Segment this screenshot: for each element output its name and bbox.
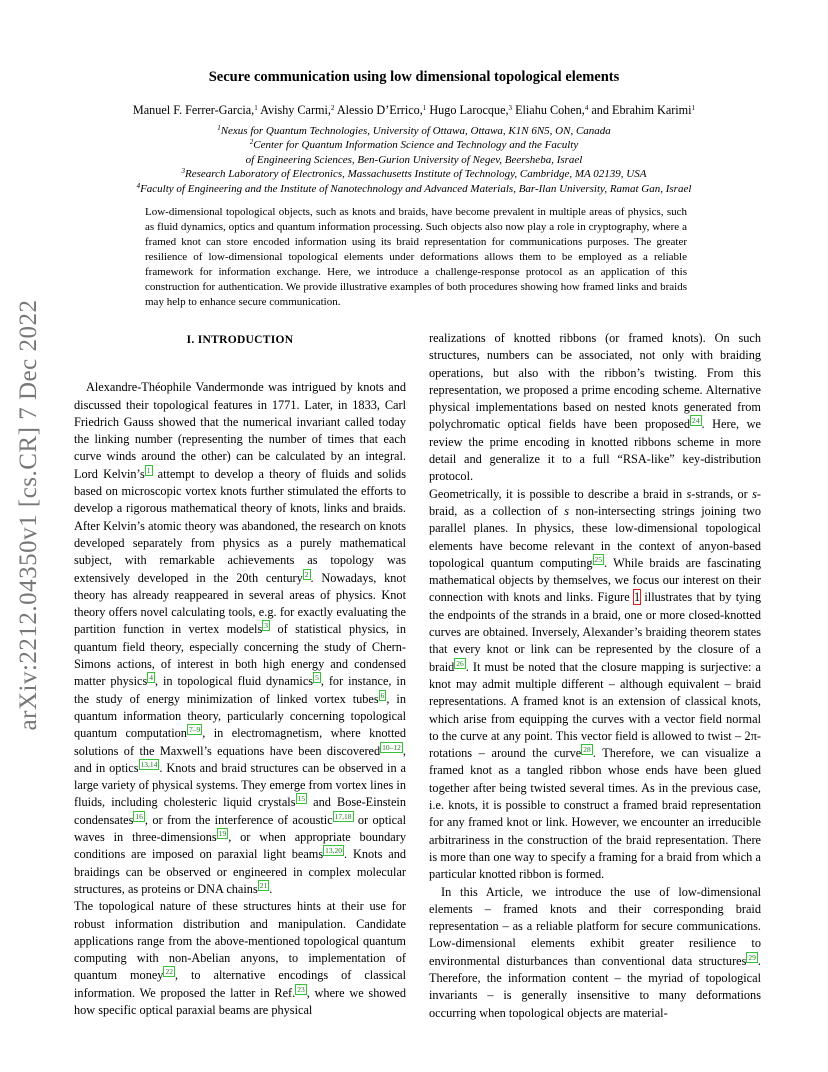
text-run: , to alternative encodings of classical information. We proposed the latter in Ref. [74, 968, 406, 1000]
affiliation-marker: 1 [217, 124, 221, 132]
math-variable: s [564, 503, 570, 518]
affiliation-marker: 2 [249, 138, 254, 147]
text-run: -braid, as a collection of [429, 486, 761, 518]
author-affiliation-marker: 3 [508, 104, 513, 112]
affiliation-marker: 3 [181, 167, 186, 176]
text-run: , or from the interference of acoustic [144, 812, 333, 827]
citation-link[interactable]: 28 [583, 745, 591, 755]
text-run: illustrates that by tying the endpoints of the strands in a braid, one or more closed-knotted curves are obtained. Inversely, Alexander’s braiding theorem states that every knot or link can be represented by the closure of a braid [429, 590, 761, 674]
author-affiliation-marker: 1 [254, 104, 258, 112]
author-affiliation-marker: 1 [691, 104, 696, 112]
author-affiliation-marker: 2 [330, 104, 335, 112]
left-column [74, 330, 406, 1019]
citation-link[interactable]: 6 [380, 690, 385, 700]
affiliation [80, 153, 748, 167]
arxiv-identifier-text: arXiv:2212.04350v1 [cs.CR] 7 Dec 2022 [15, 299, 42, 731]
citation-link[interactable]: 4 [149, 673, 153, 683]
text-run: . Knots and braidings can be observed or engineered in complex molecular structures, as proteins or DNA chains [74, 847, 407, 896]
citation-link[interactable]: 29 [748, 952, 756, 962]
affiliation-text: Center for Quantum Information Science and Technology and the Faculty [253, 139, 579, 152]
paragraph [74, 379, 406, 898]
text-run: , in electromagnetism, where knotted solutions of the Maxwell’s equations have been discovered [74, 726, 406, 758]
paper-title: Secure communication using low dimensional topological elements [208, 69, 620, 85]
author-affiliation-marker: 4 [584, 104, 589, 112]
paragraph [74, 898, 406, 1019]
citation-link[interactable]: 5 [315, 673, 319, 683]
text-run: , in topological fluid dynamics [155, 674, 314, 689]
text-run: In this Article, we introduce the use of low-dimensional elements – framed knots and their corresponding braid representation – as a reliable platform for secure communications. Low-dimensional elements exhibit greater resilience to environmental disturbances than conventional data structures [429, 884, 761, 968]
paragraph [429, 486, 761, 884]
citation-link[interactable]: 10–12 [382, 742, 401, 752]
author-affiliation-marker: 1 [422, 104, 427, 112]
author-list [60, 103, 768, 118]
affiliation-marker: 4 [136, 181, 141, 190]
text-run: attempt to develop a theory of fluids and solids based on microscopic vortex knots further stimulated the efforts to develop a rigorous mathematical theory of knots, links and braids. After Kelvin’s atomic theory was abandoned, the research on knots developed separately from physics as a purely mathematical subject, with remarkable achievements as topology was extensively developed in the 20th century [74, 466, 406, 585]
text-run: . While braids are fascinating mathematical objects by themselves, we focus our interest on their connection with knots and links. Figure [429, 555, 761, 605]
citation-link[interactable]: 13,20 [325, 846, 343, 856]
citation-link[interactable]: 13,14 [140, 759, 158, 769]
affiliation-text: of Engineering Sciences, Ben-Gurion University of Negev, Beersheba, Israel [245, 153, 583, 166]
paragraph [429, 884, 761, 1022]
affiliation-text: Faculty of Engineering and the Institute of Nanotechnology and Advanced Materials, Bar-Ilan University, Ramat Gan, Israel [140, 182, 692, 195]
text-run: or optical waves in three-dimensions [74, 812, 406, 845]
citation-link[interactable]: 2 [304, 569, 309, 579]
paragraph [429, 330, 761, 486]
citation-link[interactable]: 16 [135, 811, 143, 821]
text-run: The topological nature of these structures hints at their use for robust information distribution and manipulation. Candidate applications range from the above-mentioned topological quantum computing with non-Abelian anyons, to implementation of quantum money [74, 899, 406, 983]
affiliation-text: Nexus for Quantum Technologies, University of Ottawa, Ottawa, K1N 6N5, ON, Canada [220, 125, 611, 137]
affiliation-list [80, 124, 748, 196]
author-name: Hugo Larocque, [426, 103, 509, 117]
text-run: realizations of knotted ribbons (or framed knots). On such structures, numbers can be associated, not only with braiding operations, but also with the ribbon’s twisting. From this representation, we proposed a prime encoding scheme. Alternative physical implementations based on nested knots generated from polychromatic optical fields have been proposed [429, 331, 761, 432]
author-name: Eliahu Cohen, [512, 103, 585, 117]
affiliation [80, 167, 748, 181]
arxiv-identifier [14, 290, 44, 740]
citation-link[interactable]: 7–9 [188, 725, 201, 735]
author-name: Alessio D’Errico, [334, 103, 423, 117]
text-run: Alexandre-Théophile Vandermonde was intrigued by knots and discussed their topological features in 1771. Later, in 1833, Carl Friedrich Gauss showed that the numerical invariant called today the linking number (representing the number of times that each curve winds around the other) can be calculated by an integral. Lord Kelvin’s [74, 380, 406, 481]
affiliation [80, 124, 748, 138]
text-run: Geometrically, it is possible to describe a braid in [429, 486, 687, 501]
text-run: of statistical physics, in quantum field theory, especially concerning the study of Chern-Simons actions, of interest in both high energy and condensed matter physics [74, 622, 406, 689]
affiliation [80, 138, 748, 152]
text-run: , in quantum information theory, particularly concerning topological quantum computation [74, 691, 406, 741]
citation-link[interactable]: 25 [594, 554, 602, 564]
citation-link[interactable]: 22 [165, 967, 173, 977]
text-run: . [269, 881, 273, 896]
citation-link[interactable]: 24 [692, 416, 700, 426]
text-run: . Knots and braid structures can be observed in a large variety of physical systems. They emerge from vortex lines in fluids, including cholesteric liquid crystals [74, 760, 406, 810]
citation-link[interactable]: 26 [456, 658, 464, 668]
author-name: and Ebrahim Karimi [588, 103, 692, 117]
text-run: and Bose-Einstein condensates [74, 795, 406, 827]
citation-link[interactable]: 19 [218, 829, 227, 839]
math-variable: s [686, 486, 692, 501]
text-run: non-intersecting strings joining two parallel planes. In physics, these low-dimensional topological elements have become relevant in the context of anyon-based topological quantum computing [429, 503, 761, 570]
text-run: . Here, we review the prime encoding in knotted ribbons scheme in more detail and generalize it to a full “RSA-like” key-distribution protocol. [429, 417, 761, 484]
text-run: -strands, or [691, 486, 753, 501]
section-heading: I. INTRODUCTION [186, 334, 294, 346]
text-run: , where we showed how specific optical paraxial beams are physical [74, 985, 406, 1017]
text-run: , and in optics [74, 743, 406, 775]
text-run: , or when appropriate boundary conditions are imposed on paraxial light beams [74, 830, 407, 862]
text-run: . It must be noted that the closure mapping is surjective: a knot may admit multiple different – although equivalent – braid representations. A framed knot is an extension of classical knots, which arise from equipping the curves with a vector field normal to the curve at any point. This vector field is allowed to twist – 2π-rotations – around the curve [429, 659, 761, 761]
abstract: Low-dimensional topological objects, such as knots and braids, have become prevalent in multiple areas of physics, such as fluid dynamics, optics and quantum information processing. Such objects also now play a role in cryptography, where a framed knot can store encoded information using its braid representation for communications purposes. The greater resilience of low-dimensional topological elements under deformations allows them to be employed as a reliable framework for information exchange. Here, we introduce a challenge-response protocol as an application of this construction for authentication. We provide illustrative examples of both procedures showing how framed links and braids may help to enhance secure communication. [145, 206, 687, 308]
author-name: Avishy Carmi, [257, 103, 331, 117]
citation-link[interactable]: 15 [297, 794, 306, 804]
right-column [429, 330, 761, 1022]
text-run: , for instance, in the study of energy minimization of linked vortex tubes [74, 674, 406, 706]
figure-link[interactable]: 1 [633, 590, 641, 605]
author-name: Manuel F. Ferrer-Garcia, [132, 103, 255, 117]
citation-link[interactable]: 23 [297, 984, 305, 994]
text-run: . Therefore, the information content – the myriad of topological invariants – is generally insensitive to many deformations occurring when topological objects are material- [429, 953, 761, 1020]
text-run: . Therefore, we can visualize a framed knot as a tangled ribbon whose ends have been glued together after being twisted several times. As in the previous case, i.e. knots, it is possible to construct a framed braid representation for any framed knot or link. However, we encounter an irreducible arbitrariness in the construction of the braid representation. There is more than one way to specify a framing for a braid from which a particular knotted ribbon is formed. [429, 746, 761, 882]
citation-link[interactable]: 17,18 [334, 811, 352, 821]
citation-link[interactable]: 3 [264, 621, 268, 631]
text-run: . Nowadays, knot theory has already reappeared in several areas of physics. Knot theory offers novel calculating tools, e.g. for exactly evaluating the partition function in vertex models [74, 570, 406, 637]
math-variable: s [752, 486, 757, 501]
citation-link[interactable]: 1 [146, 465, 151, 475]
affiliation [80, 182, 748, 196]
citation-link[interactable]: 21 [259, 880, 268, 890]
affiliation-text: Research Laboratory of Electronics, Massachusetts Institute of Technology, Cambridge, MA 02139, USA [185, 168, 647, 181]
